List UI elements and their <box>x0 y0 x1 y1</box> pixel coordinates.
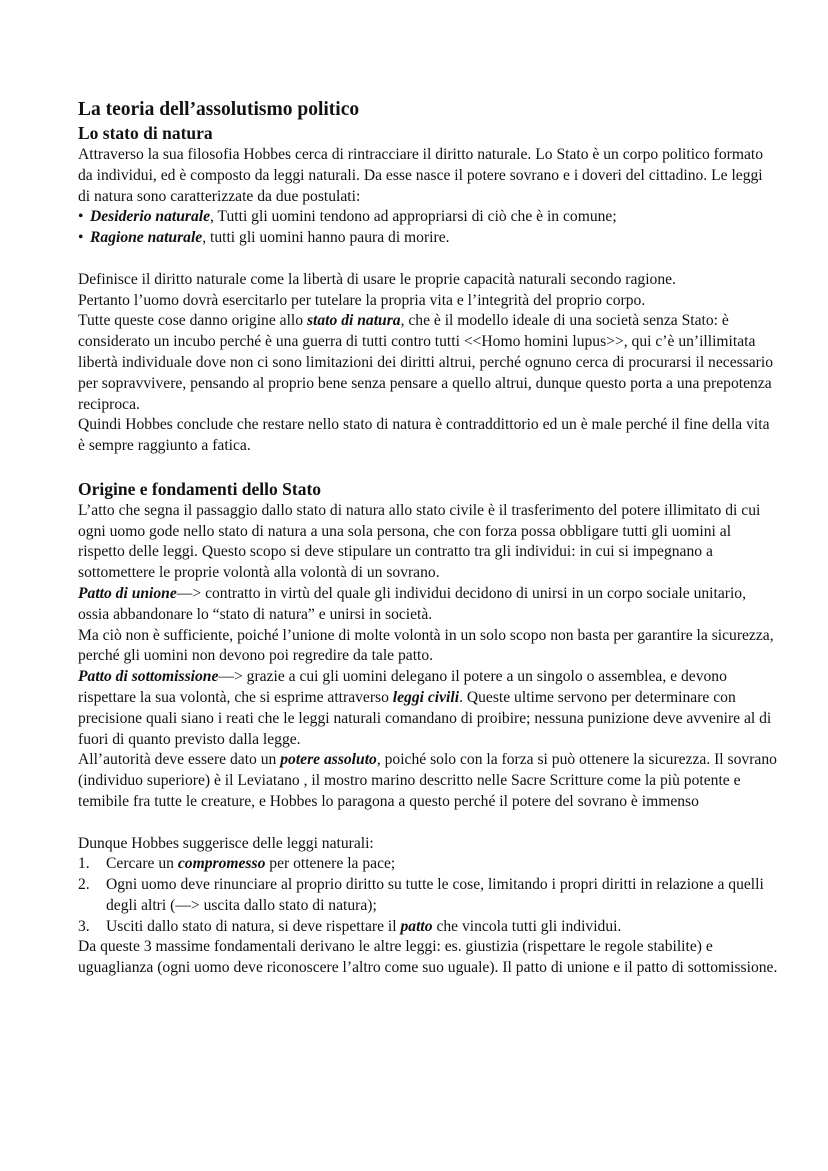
bullet-icon: • <box>78 229 84 247</box>
term-potere-assoluto: potere assoluto <box>280 751 377 769</box>
paragraph-tutela: Pertanto l’uomo dovrà esercitarlo per tutelare la propria vita e l’integrità del proprio corpo. <box>78 291 646 309</box>
list-item <box>78 228 778 249</box>
paragraph-patto-sottomissione: Patto di sottomissione—> grazie a cui gli uomini delegano il potere a un singolo o assemblea, e devono rispettare la sua volontà, che si esprime attraverso leggi civili. Queste ultime servono per determinare con precisione quali siano i reati che le leggi naturali comandano di proibire; nessuna punizione deve avvenire al di fuori di quanto previsto dalla legge. <box>78 668 772 748</box>
paragraph-patto-unione: Patto di unione—> contratto in virtù del quale gli individui decidono di unirsi in un corpo sociale unitario, ossia abbandonare lo “stato di natura” e unirsi in società. <box>78 584 746 623</box>
arrow-icon: —> <box>218 668 243 686</box>
section-heading-origine-stato: Origine e fondamenti dello Stato <box>78 478 322 499</box>
term-patto: patto <box>400 917 433 935</box>
term-compromesso: compromesso <box>177 855 266 873</box>
list-item: 3. Usciti dallo stato di natura, si deve rispettare il patto che vincola tutti gli individui. <box>78 917 778 938</box>
section3-intro: Dunque Hobbes suggerisce delle leggi naturali: <box>78 834 374 852</box>
list-item: 1. Cercare un compromesso per ottenere la pace; <box>78 854 778 875</box>
bullet-icon: • <box>78 208 84 226</box>
paragraph-insufficient: Ma ciò non è sufficiente, poiché l’unione di molte volontà in un solo scopo non basta per garantire la sicurezza, perché gli uomini non devono poi regredire da tale patto. <box>78 626 774 665</box>
arrow-icon: —> <box>176 584 202 602</box>
list-number: 3. <box>78 917 90 935</box>
paragraph-conclusion: Quindi Hobbes conclude che restare nello stato di natura è contraddittorio ed un è male perché il fine della vita è sempre raggiunto a fatica. <box>78 416 770 455</box>
list-item <box>78 207 778 228</box>
postulates-list <box>78 207 778 249</box>
section1-intro: Attraverso la sua filosofia Hobbes cerca di rintracciare il diritto naturale. Lo Stato è un corpo politico formato da individui, ed è composto da leggi naturali. Da esse nasce il potere sovrano e i doveri del cittadino. Le leggi di natura sono caratterizzate da due postulati: <box>78 146 764 205</box>
spacer <box>78 249 778 270</box>
term-ragione-naturale: Ragione naturale <box>90 229 203 247</box>
section2-intro: L’atto che segna il passaggio dallo stato di natura allo stato civile è il trasferimento del potere illimitato di cui ogni uomo gode nello stato di natura a una sola persona, che con forza possa obbligare tutti gli uomini al rispetto delle leggi. Questo scopo si deve stipulare un contratto tra gli individui: in cui si impegnano a sottomettere le proprie volontà alla volontà di un sovrano. <box>78 501 761 582</box>
paragraph-diritto-naturale: Definisce il diritto naturale come la libertà di usare le proprie capacità naturali secondo ragione. <box>78 270 676 288</box>
section-heading-stato-di-natura: Lo stato di natura <box>78 123 213 143</box>
paragraph-closing: Da queste 3 massime fondamentali derivano le altre leggi: es. giustizia (rispettare le regole stabilite) e uguaglianza (ogni uomo deve riconoscere l’altro come suo uguale). Il patto di unione e il patto di sottomissione. <box>78 938 778 977</box>
term-desiderio-naturale: Desiderio naturale <box>90 208 210 226</box>
document-title: La teoria dell’assolutismo politico <box>78 99 360 120</box>
paragraph-stato-di-natura: Tutte queste cose danno origine allo stato di natura, che è il modello ideale di una società senza Stato: è considerato un incubo perché è una guerra di tutti contro tutti <<Homo homini lupus>>, qui c’è un’illimitata libertà individuale dove non ci sono limitazioni dei diritti altrui, perché ognuno cerca di procurarsi il necessario per sopravvivere, pensando al proprio bene senza pensare a quello altrui, dunque questo porta a una prepotenza reciproca. <box>78 312 774 413</box>
paragraph-potere-assoluto: All’autorità deve essere dato un potere assoluto, poiché solo con la forza si può ottenere la sicurezza. Il sovrano (individuo superiore) è il Leviatano , il mostro marino descritto nelle Sacre Scritture come la più potente e temibile fra tutte le creature, e Hobbes lo paragona a questo perché il potere del sovrano è immenso <box>78 751 777 810</box>
spacer <box>78 813 778 834</box>
spacer <box>78 457 778 478</box>
list-item-text: , tutti gli uomini hanno paura di morire. <box>202 229 450 247</box>
term-patto-di-unione: Patto di unione <box>78 584 177 602</box>
list-number: 1. <box>78 855 90 873</box>
list-item-text: , Tutti gli uomini tendono ad appropriarsi di ciò che è in comune; <box>210 208 617 226</box>
list-item: 2. Ogni uomo deve rinunciare al proprio diritto su tutte le cose, limitando i propri diritti in relazione a quelli degli altri (—> uscita dallo stato di natura); <box>78 876 764 914</box>
list-number: 2. <box>78 876 90 894</box>
term-leggi-civili: leggi civili <box>392 688 460 706</box>
term-stato-di-natura: stato di natura <box>306 312 401 330</box>
term-patto-di-sottomissione: Patto di sottomissione <box>78 668 219 686</box>
document-page <box>78 98 778 979</box>
leggi-naturali-list <box>78 854 778 937</box>
